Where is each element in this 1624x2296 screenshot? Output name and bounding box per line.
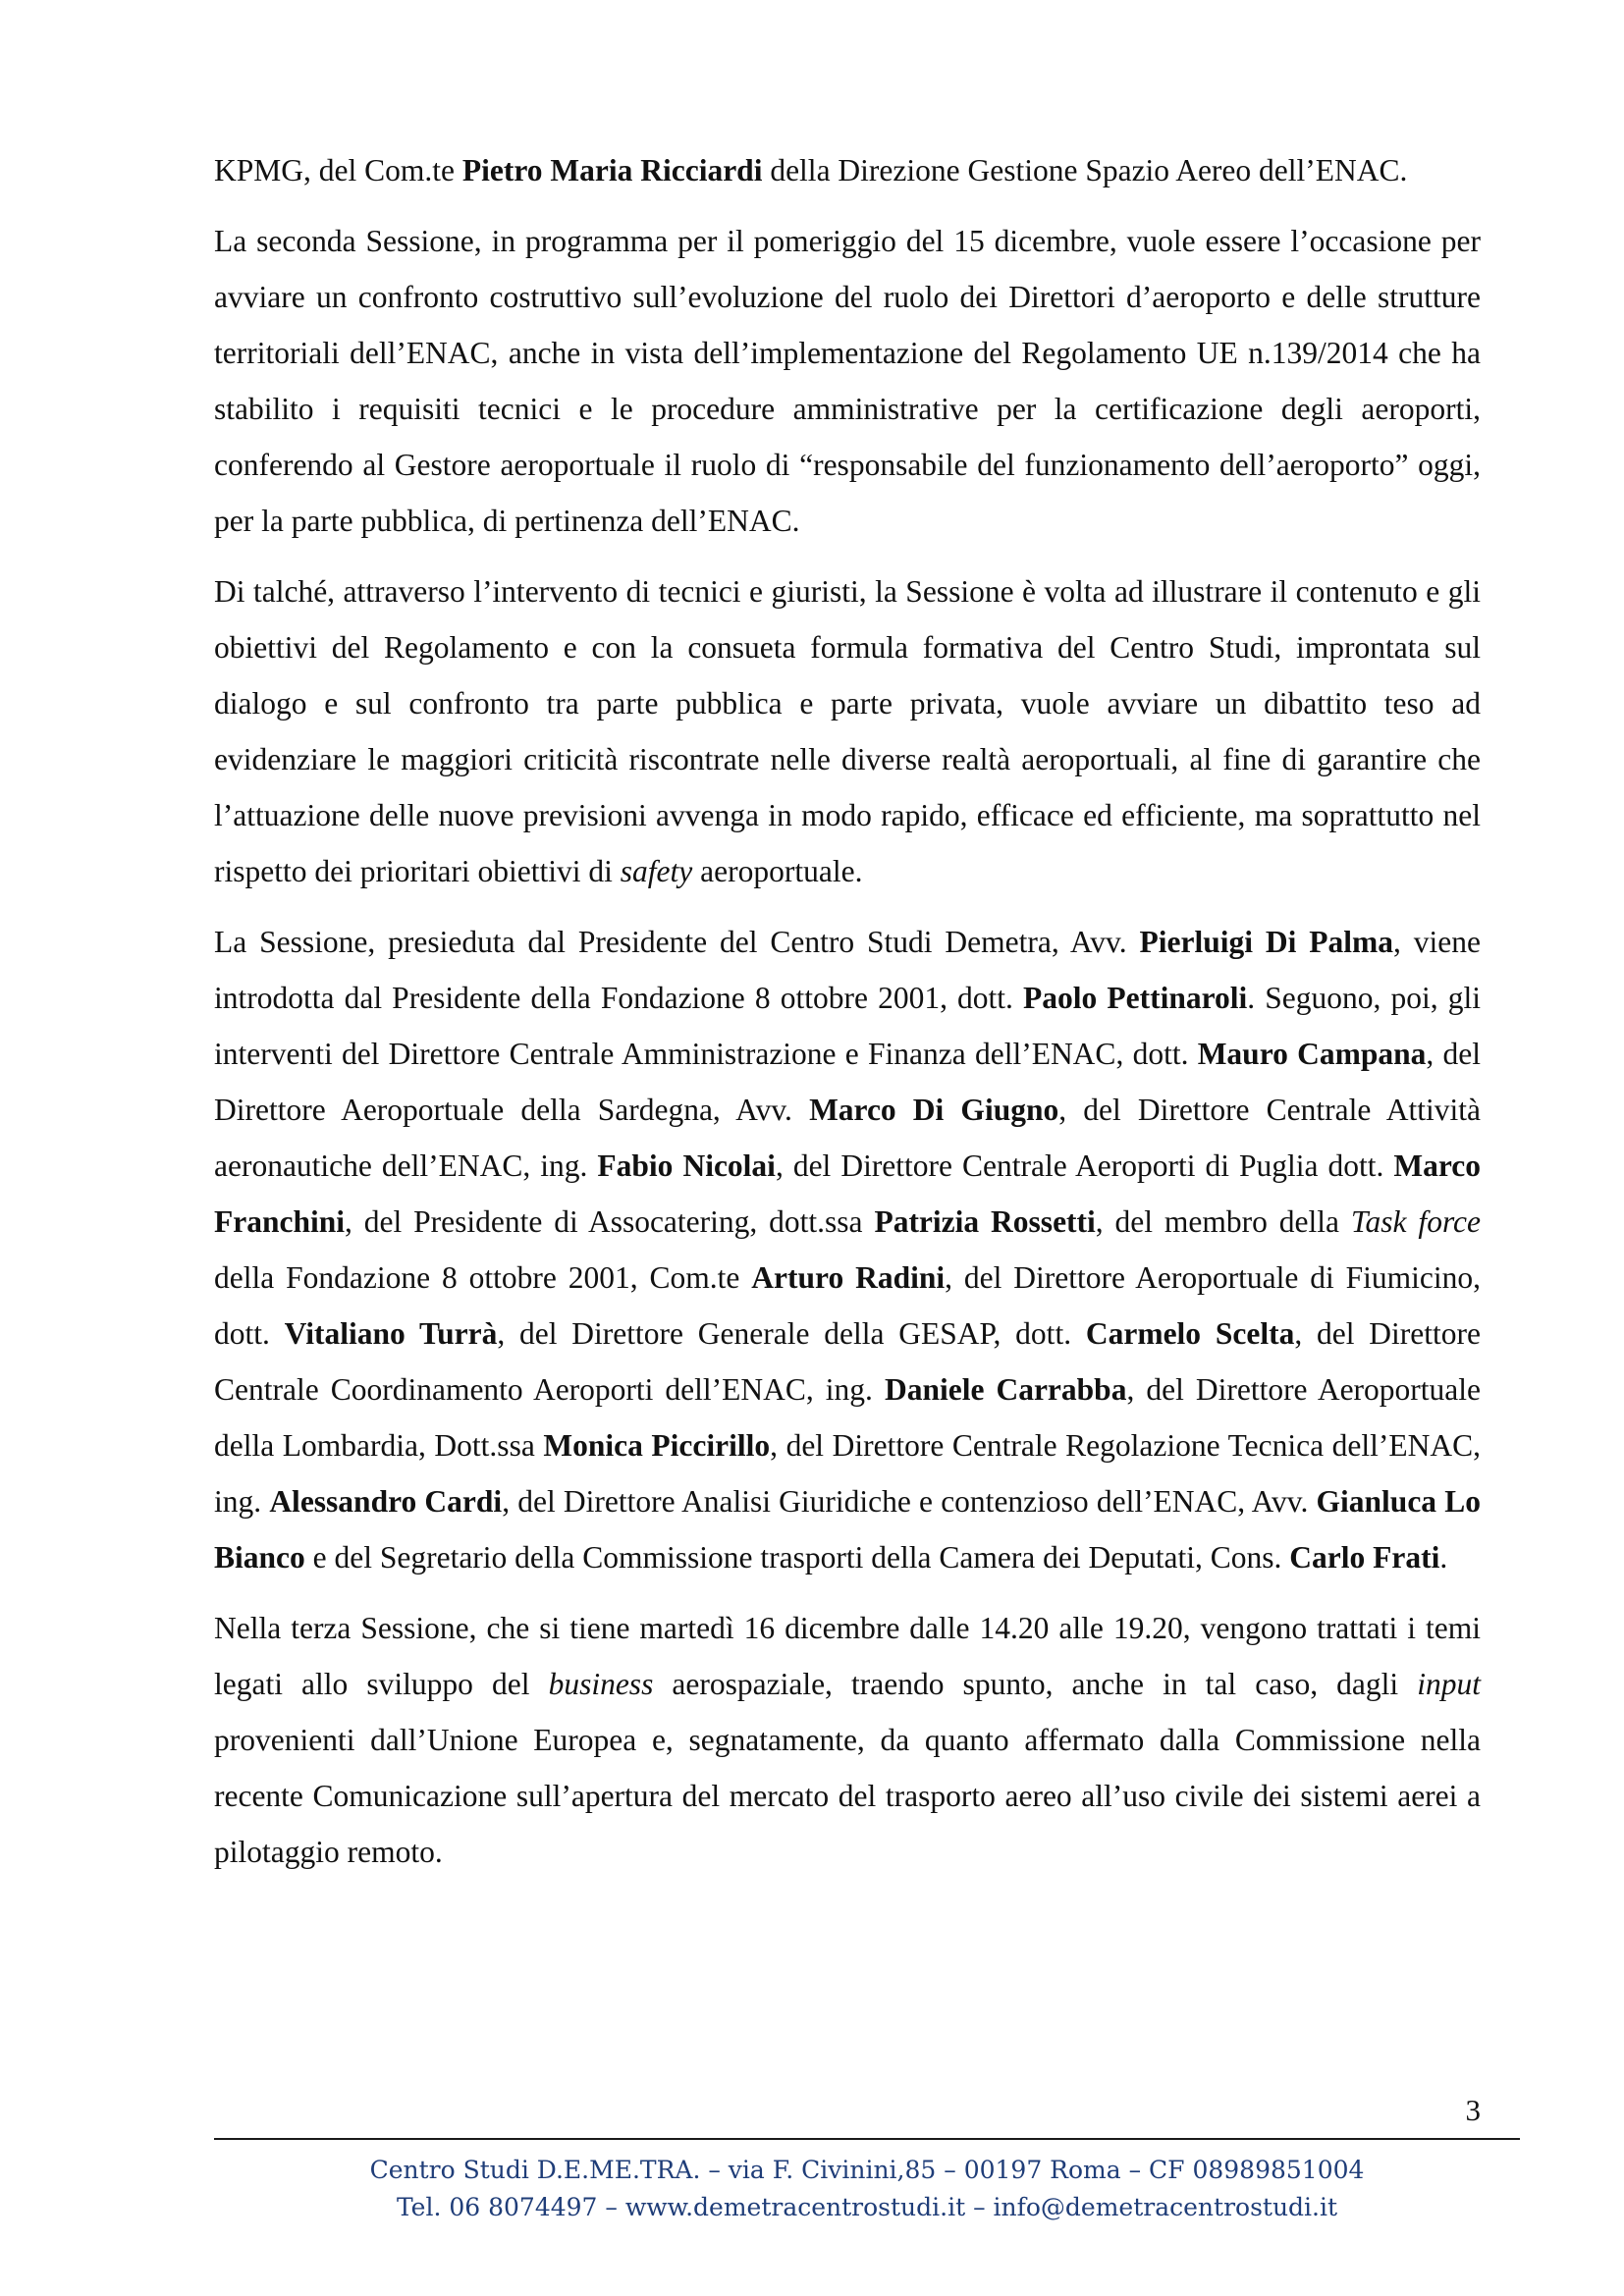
text-run: , del Direttore Generale della GESAP, dott. <box>497 1316 1086 1351</box>
bold-name: Paolo Pettinaroli <box>1023 981 1248 1015</box>
bold-name: Arturo Radini <box>751 1260 946 1295</box>
bold-name: Alessandro Cardi <box>269 1484 503 1519</box>
text-run: Di talché, attraverso l’intervento di tecnici e giuristi, la Sessione è volta ad illustrare il contenuto e gli obiettivi del Regolamento e con la consueta formula formativa del Centro Studi, improntata sul dialogo e sul confronto tra parte pubblica e parte privata, vuole avviare un dibattito teso ad evidenziare le maggiori criticità riscontrate nelle diverse realtà aeroportuali, al fine di garantire che l’attuazione delle nuove previsioni avvenga in modo rapido, efficace ed efficiente, ma soprattutto nel rispetto dei prioritari obiettivi di <box>214 574 1481 888</box>
italic-term: input <box>1417 1667 1481 1701</box>
text-run: , del Direttore Centrale Regolazione Tecnica dell’ENAC, ing. <box>214 1428 1481 1519</box>
bold-name: Carmelo Scelta <box>1085 1316 1295 1351</box>
bold-name: Vitaliano Turrà <box>284 1316 498 1351</box>
text-run: , del membro della <box>1095 1204 1351 1239</box>
text-run: aerospaziale, traendo spunto, anche in tal caso, dagli <box>653 1667 1418 1701</box>
text-run: provenienti dall’Unione Europea e, segnatamente, da quanto affermato dalla Commissione nella recente Comunicazione sull’apertura del mercato del trasporto aereo all’uso civile dei sistemi aerei a pilotaggio remoto. <box>214 1723 1481 1869</box>
text-run: della Direzione Gestione Spazio Aereo dell’ENAC. <box>762 153 1408 187</box>
body-paragraph <box>214 1600 1481 1880</box>
footer-contact-line: Tel. 06 8074497 – www.demetracentrostudi.it – info@demetracentrostudi.it <box>396 2193 1338 2221</box>
text-run: aeroportuale. <box>692 854 863 888</box>
text-run: Nella terza Sessione, che si tiene martedì 16 dicembre dalle 14.20 alle 19.20, vengono trattati i temi legati allo sviluppo del <box>214 1611 1481 1701</box>
body-paragraph <box>214 213 1481 549</box>
text-run: della Fondazione 8 ottobre 2001, Com.te <box>214 1260 752 1295</box>
bold-name: Marco Franchini <box>214 1148 1482 1239</box>
text-run: , del Direttore Centrale Aeroporti di Puglia dott. <box>775 1148 1394 1183</box>
bold-name: Mauro Campana <box>1197 1037 1427 1071</box>
text-run: , del Direttore Aeroportuale di Fiumicino, dott. <box>214 1260 1481 1351</box>
bold-name: Gianluca Lo Bianco <box>214 1484 1481 1575</box>
italic-term: business <box>548 1667 654 1701</box>
text-run: KPMG, del Com.te <box>214 153 462 187</box>
bold-name: Carlo Frati <box>1289 1540 1440 1575</box>
footer-address-line: Centro Studi D.E.ME.TRA. – via F. Civinini,85 – 00197 Roma – CF 08989851004 <box>369 2156 1365 2184</box>
italic-term: Task force <box>1350 1204 1481 1239</box>
bold-name: Marco Di Giugno <box>809 1093 1059 1127</box>
body-paragraph <box>214 563 1481 899</box>
text-run: , del Direttore Aeroportuale della Lombardia, Dott.ssa <box>214 1372 1481 1463</box>
text-run: . Seguono, poi, gli interventi del Direttore Centrale Amministrazione e Finanza dell’ENAC, dott. <box>214 981 1481 1071</box>
body-paragraph <box>214 914 1481 1585</box>
text-run: e del Segretario della Commissione trasporti della Camera dei Deputati, Cons. <box>304 1540 1290 1575</box>
text-run: , viene introdotta dal Presidente della Fondazione 8 ottobre 2001, dott. <box>214 925 1482 1015</box>
text-run: La seconda Sessione, in programma per il pomeriggio del 15 dicembre, vuole essere l’occasione per avviare un confronto costruttivo sull’evoluzione del ruolo dei Direttori d’aeroporto e delle strutture territoriali dell’ENAC, anche in vista dell’implementazione del Regolamento UE n.139/2014 che ha stabilito i requisiti tecnici e le procedure amministrative per la certificazione degli aeroporti, conferendo al Gestore aeroportuale il ruolo di “responsabile del funzionamento dell’aeroporto” oggi, per la parte pubblica, di pertinenza dell’ENAC. <box>214 224 1481 538</box>
body-paragraph <box>214 142 1481 198</box>
bold-name: Monica Piccirillo <box>543 1428 771 1463</box>
text-run: La Sessione, presieduta dal Presidente del Centro Studi Demetra, Avv. <box>214 925 1140 959</box>
page-number: 3 <box>1465 2093 1481 2127</box>
text-run: , del Direttore Centrale Coordinamento Aeroporti dell’ENAC, ing. <box>214 1316 1481 1407</box>
bold-name: Fabio Nicolai <box>597 1148 776 1183</box>
text-run: , del Direttore Aeroportuale della Sardegna, Avv. <box>214 1037 1481 1127</box>
bold-name: Pierluigi Di Palma <box>1139 925 1394 959</box>
bold-name: Daniele Carrabba <box>884 1372 1127 1407</box>
text-run: , del Direttore Centrale Attività aeronautiche dell’ENAC, ing. <box>214 1093 1481 1183</box>
bold-name: Pietro Maria Ricciardi <box>461 153 763 187</box>
document-body <box>214 142 1481 1895</box>
text-run: . <box>1439 1540 1448 1575</box>
page-footer <box>214 2152 1520 2226</box>
text-run: , del Direttore Analisi Giuridiche e contenzioso dell’ENAC, Avv. <box>502 1484 1317 1519</box>
text-run: , del Presidente di Assocatering, dott.ssa <box>345 1204 875 1239</box>
footer-divider <box>214 2138 1520 2140</box>
bold-name: Patrizia Rossetti <box>874 1204 1096 1239</box>
italic-term: safety <box>620 854 693 888</box>
